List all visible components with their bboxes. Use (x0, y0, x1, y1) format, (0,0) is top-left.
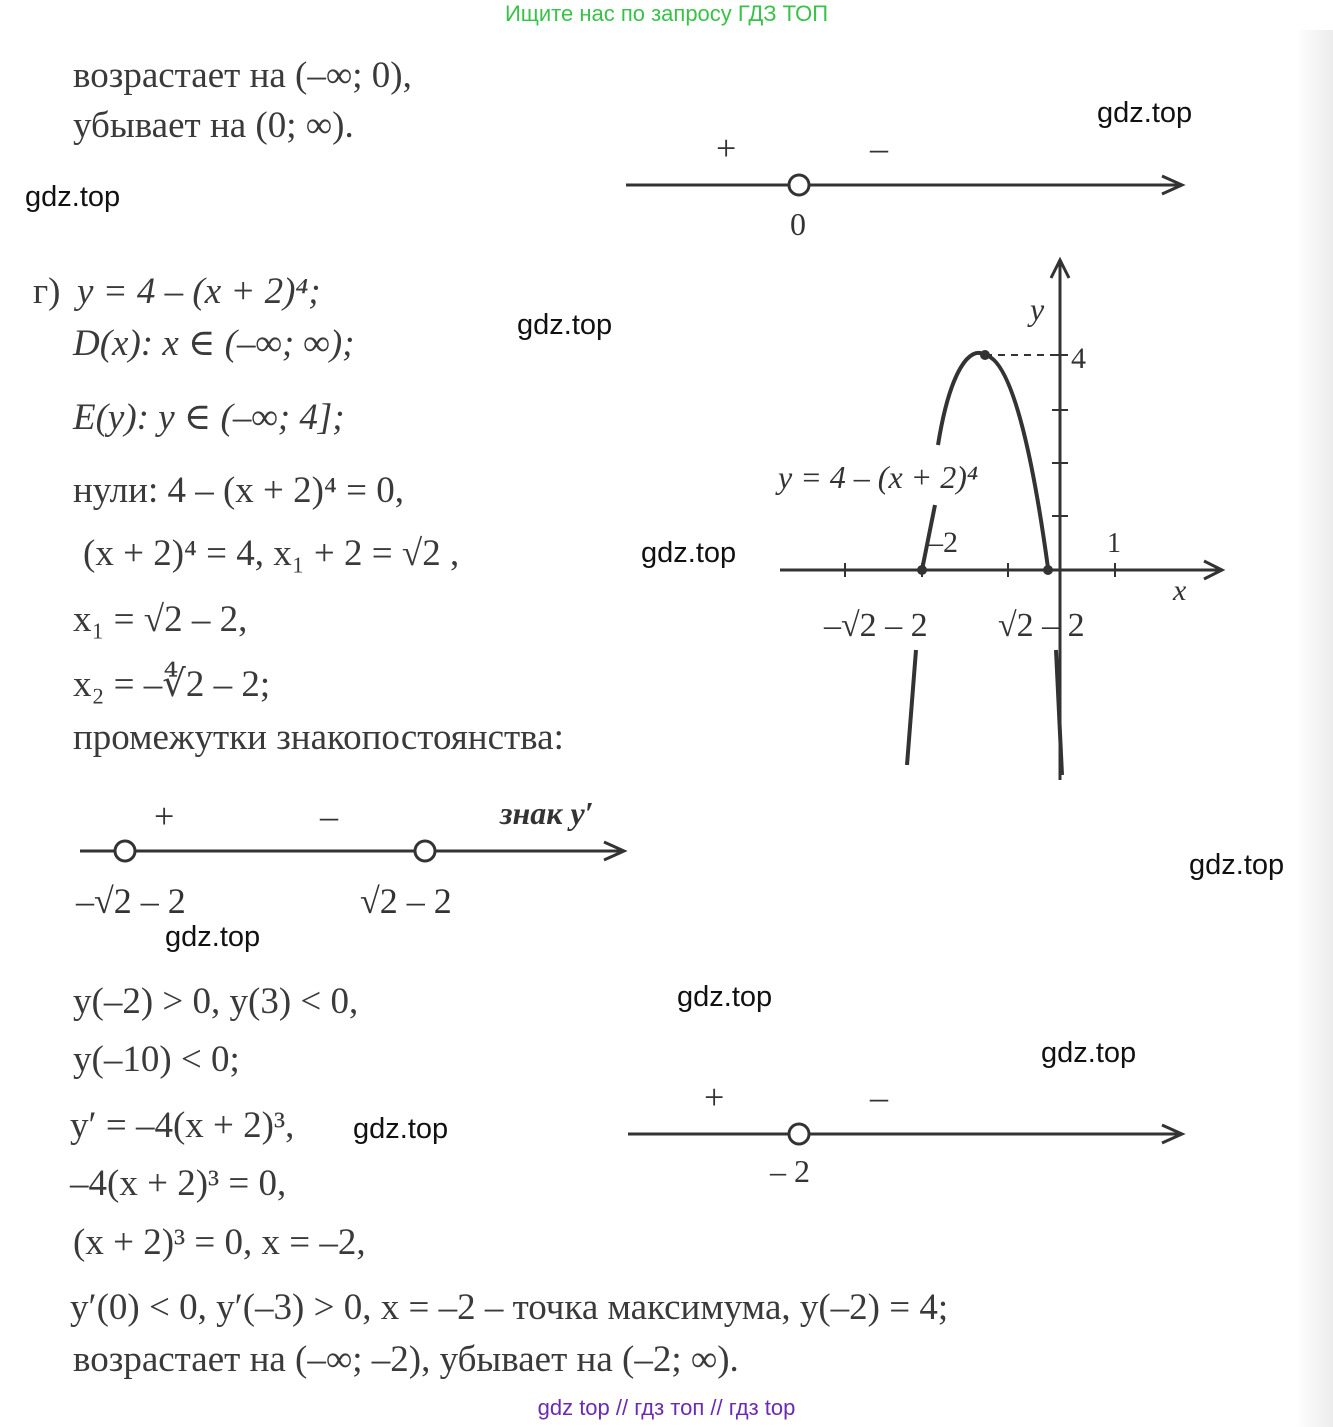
zeros-line: нули: 4 – (x + 2)⁴ = 0, (73, 470, 404, 511)
right-point-label: √2 – 2 (360, 881, 452, 921)
sign-line-2 (70, 790, 640, 925)
watermark: gdz.top (1189, 849, 1285, 881)
root-right-label: √2 – 2 (998, 607, 1085, 644)
root-x1: x₁ = √2 – 2, (73, 599, 248, 640)
sign-label: знак y′ (500, 795, 594, 831)
derivative-solution: (x + 2)³ = 0, x = –2, (73, 1222, 366, 1263)
sign-line-1 (620, 130, 1200, 245)
tick-4: 4 (1071, 342, 1086, 375)
bottom-banner[interactable]: gdz top // гдз топ // гдз top (537, 1395, 796, 1420)
curve-label: y = 4 – (x + 2)⁴ (778, 459, 979, 495)
point-label: 0 (790, 206, 806, 242)
function-graph (760, 250, 1240, 790)
top-banner[interactable]: Ищите нас по запросу ГДЗ ТОП (504, 1, 829, 26)
watermark: gdz.top (25, 181, 121, 213)
root-right-point (1043, 565, 1053, 575)
domain-line: D(x): x ∈ (–∞; ∞); (73, 323, 355, 364)
y-axis-label: y (1030, 291, 1045, 327)
watermark: gdz.top (641, 537, 737, 569)
tick-1: 1 (1107, 528, 1121, 559)
sign-minus: – (870, 1077, 888, 1117)
equation-line: (x + 2)⁴ = 4, x₁ + 2 = √2 , (83, 533, 460, 574)
max-point (980, 350, 990, 360)
line-increasing: возрастает на (–∞; 0), (73, 55, 412, 96)
watermark: gdz.top (1097, 97, 1193, 129)
checks-line-1: y(–2) > 0, y(3) < 0, (73, 981, 359, 1022)
function-definition: y = 4 – (x + 2)⁴; (77, 271, 321, 312)
watermark: gdz.top (517, 309, 613, 341)
item-label: г) (33, 271, 61, 312)
tick-minus-2: –2 (928, 526, 958, 559)
sign-line-3 (620, 1075, 1200, 1195)
watermark: gdz.top (1041, 1037, 1137, 1069)
curve-lower-left (907, 650, 916, 765)
sign-minus: – (870, 130, 888, 168)
derivative-equation: –4(x + 2)³ = 0, (70, 1163, 287, 1204)
line-decreasing: убывает на (0; ∞). (73, 105, 354, 146)
derivative-line: y′ = –4(x + 2)³, (70, 1105, 295, 1146)
range-line: E(y): y ∈ (–∞; 4]; (73, 397, 345, 438)
x-axis-label: x (1173, 574, 1187, 607)
watermark: gdz.top (677, 981, 773, 1013)
sign-plus: + (716, 130, 737, 168)
root-x2: x₂ = –∜2 – 2; (73, 664, 271, 705)
conclusion-line: y′(0) < 0, y′(–3) > 0, x = –2 – точка максимума, y(–2) = 4; (70, 1287, 949, 1328)
root-left-label: –√2 – 2 (824, 607, 928, 644)
root-left-point (917, 565, 927, 575)
checks-line-2: y(–10) < 0; (73, 1039, 240, 1080)
intervals-heading: промежутки знакопостоянства: (73, 717, 564, 758)
watermark: gdz.top (353, 1113, 449, 1145)
sign-plus: + (704, 1077, 725, 1117)
final-line: возрастает на (–∞; –2), убывает на (–2; ∞). (73, 1339, 739, 1380)
point-label: – 2 (770, 1153, 810, 1189)
watermark: gdz.top (165, 921, 261, 953)
sign-plus: + (154, 796, 175, 836)
scan-edge (1296, 30, 1333, 1427)
sign-minus: – (320, 796, 338, 836)
left-point-label: –√2 – 2 (76, 881, 186, 921)
